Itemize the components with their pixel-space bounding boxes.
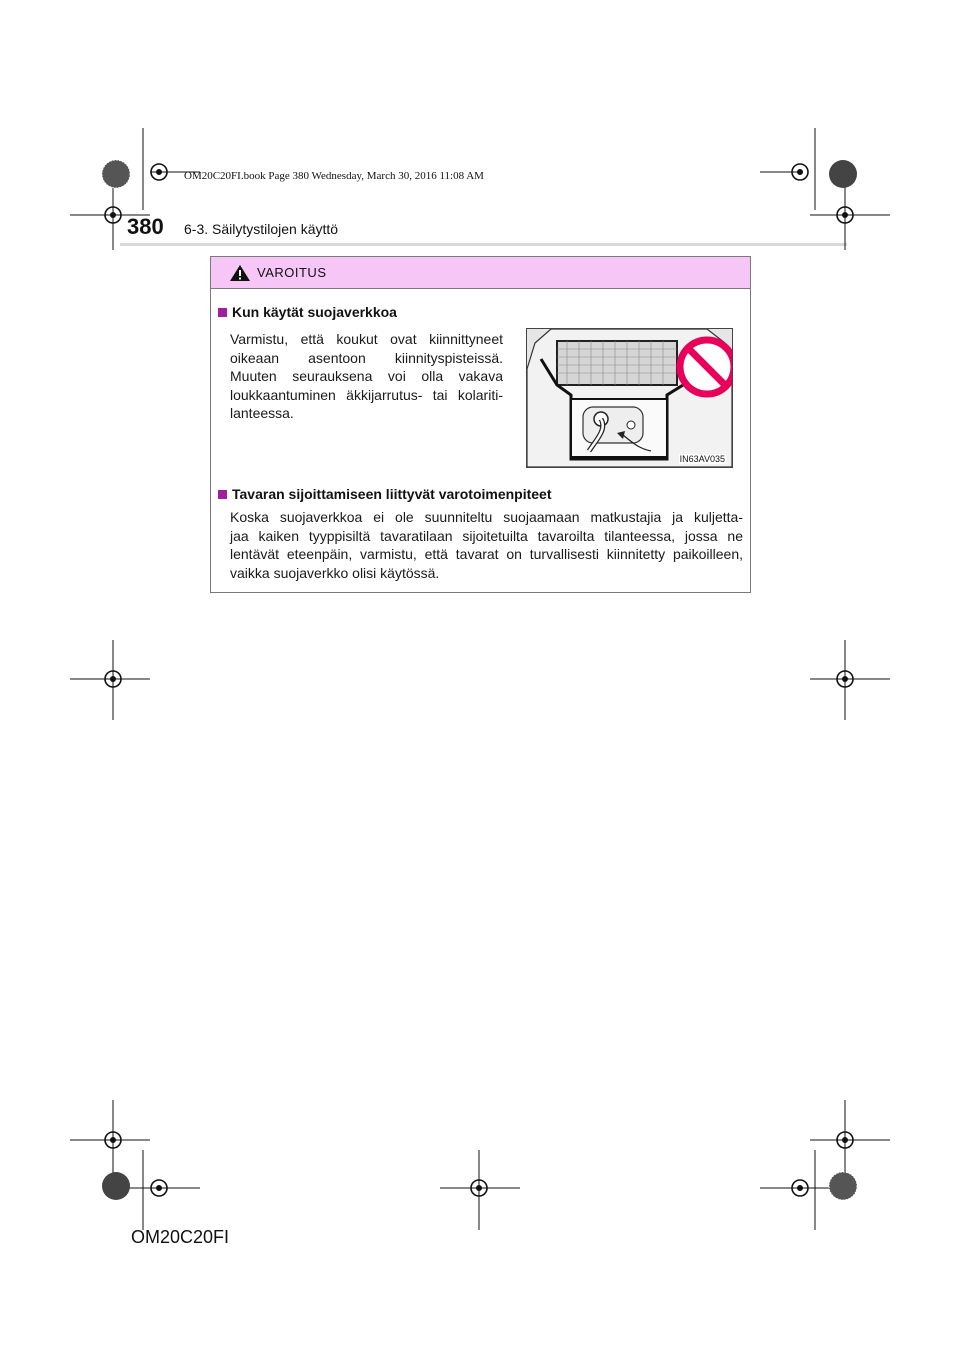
paragraph-line: Varmistu, että koukut ovat kiinnittyneet xyxy=(230,331,503,347)
illustration-code: IN63AV035 xyxy=(679,454,725,464)
paragraph-line: vaikka suojaverkko olisi käytössä. xyxy=(230,564,440,581)
footer-code: OM20C20FI xyxy=(131,1227,230,1247)
paragraph-line: Muuten seurauksena voi olla vakava xyxy=(230,368,503,385)
paragraph-line: loukkaantuminen äkkijarrutus- tai kolariti- xyxy=(230,386,503,403)
paragraph-line: jaa kaiken tyyppisiltä tavaratilaan sijoitetuilta tavaroilta tilanteessa, jossa ne xyxy=(230,527,743,544)
paragraph-line: lanteessa. xyxy=(230,405,294,422)
section-title: 6-3. Säilytystilojen käyttö xyxy=(184,221,339,237)
paragraph-line: lentävät eteenpäin, varmistu, että tavarat on turvallisesti kiinnitetty paikoilleen, xyxy=(230,546,743,563)
paragraph-line: Koska suojaverkkoa ei ole suunniteltu suojaamaan matkustajia ja kuljetta- xyxy=(230,509,743,525)
section-heading: Kun käytät suojaverkkoa xyxy=(232,304,397,320)
warning-title: VAROITUS xyxy=(257,265,327,280)
paragraph-line: oikeaan asentoon kiinnityspisteissä. xyxy=(230,349,503,366)
print-header: OM20C20FI.book Page 380 Wednesday, March 30, 2016 11:08 AM xyxy=(184,170,484,182)
page-number: 380 xyxy=(127,214,164,239)
section-heading: Tavaran sijoittamiseen liittyvät varotoimenpiteet xyxy=(232,486,552,502)
